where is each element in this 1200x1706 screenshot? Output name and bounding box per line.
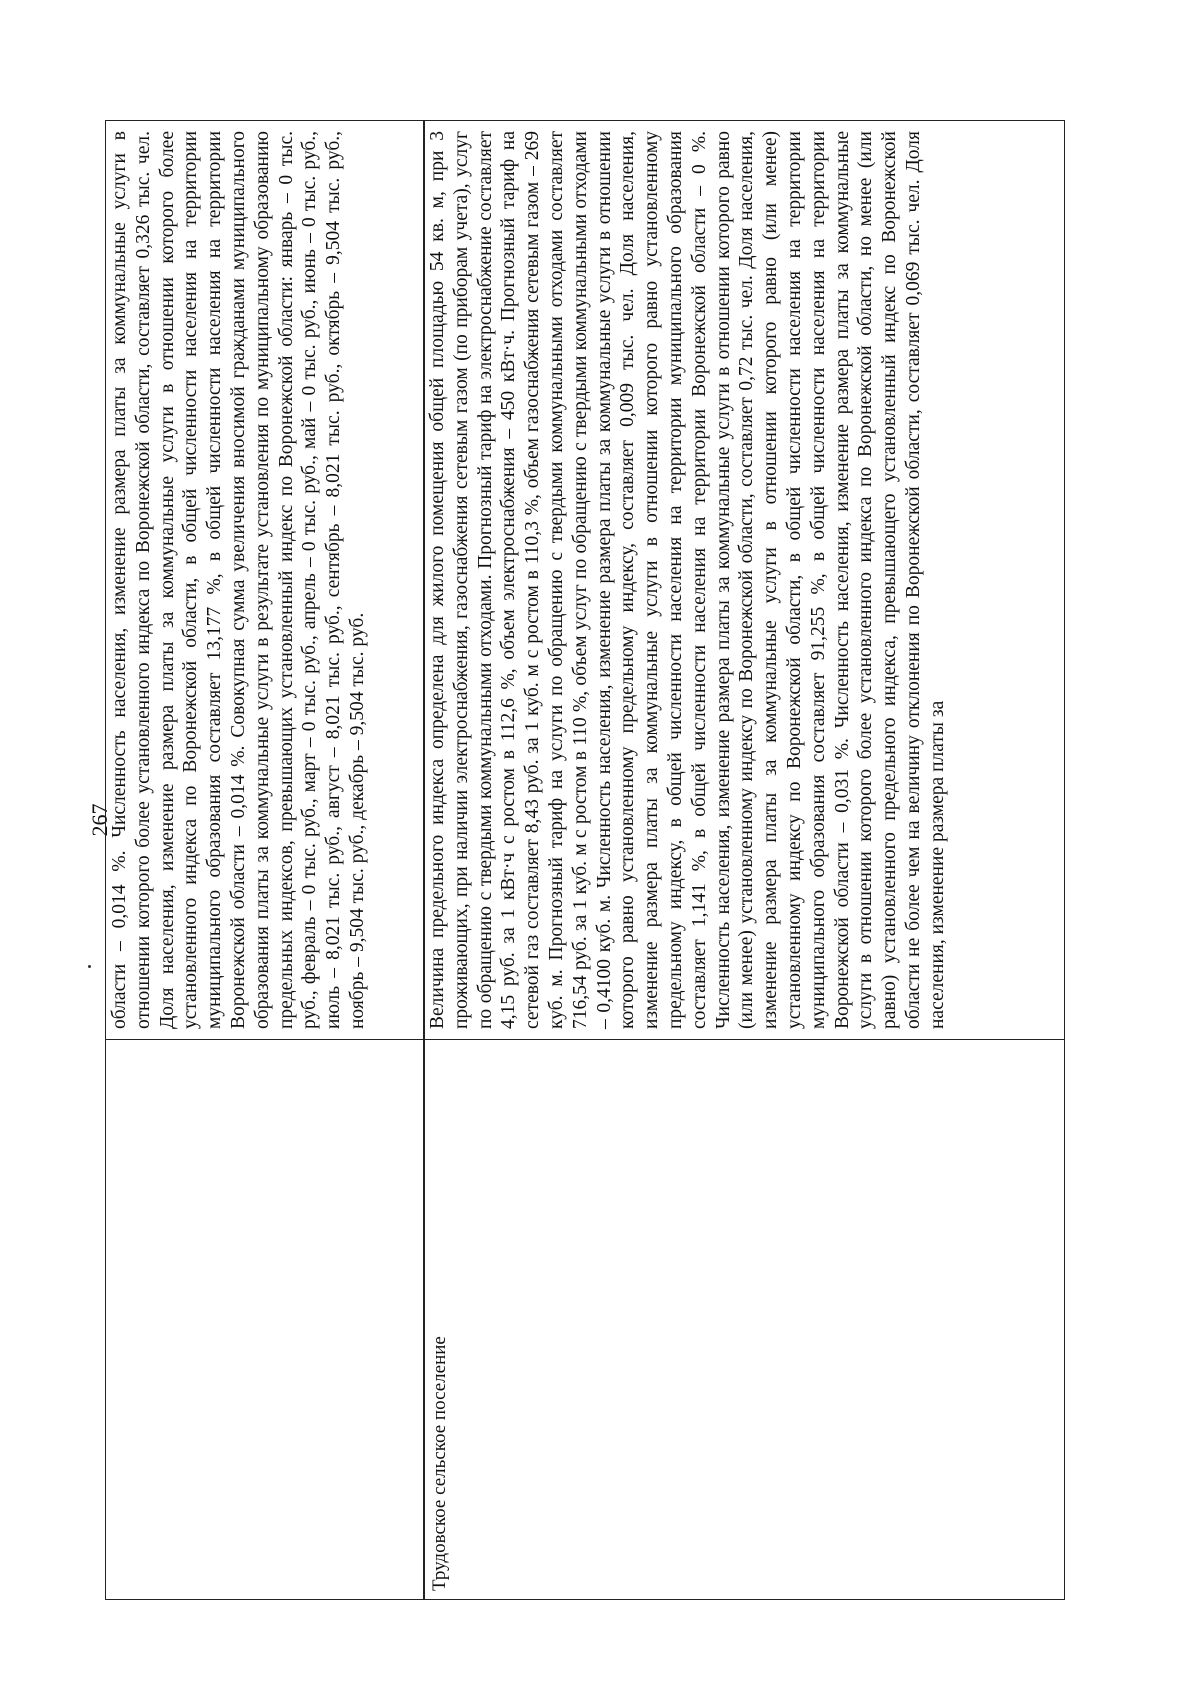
data-table <box>105 120 1065 1600</box>
table-row <box>423 120 1065 1600</box>
municipality-name-cell <box>106 1039 424 1599</box>
description-cell: Величина предельного индекса определена для жилого помещения общей площадью 54 кв. м, при 3 проживающих, при наличии электроснабжения, газоснабжения сетевым газом (по приборам учета), услуг по обращению с твердыми коммунальными отходами. Прогнозный тариф на электроснабжение составляет 4,15 руб. за 1 кВт·ч с ростом в 112,6 %, объем электроснабжения – 450 кВт·ч. Прогнозный тариф на сетевой газ составляет 8,43 руб. за 1 куб. м с ростом в 110,3 %, объем газоснабжения сетевым газом – 269 куб. м. Прогнозный тариф на услуги по обращению с твердыми коммунальными отходами составляет 716,54 руб. за 1 куб. м с ростом в 110 %, объем услуг по обращению с твердыми коммунальными отходами – 0,4100 куб. м. Численность населения, изменение размера платы за коммунальные услуги в отношении которого равно установленному предельному индексу, составляет 0,009 тыс. чел. Доля населения, изменение размера платы за коммунальные услуги в отношении которого равно установленному предельному индексу, в общей численности населения на территории муниципального образования составляет 1,141 %, в общей численности населения на территории Воронежской области – 0 %. Численность населения, изменение размера платы за коммунальные услуги в отношении которого равно (или менее) установленному индексу по Воронежской области, составляет 0,72 тыс. чел. Доля населения, изменение размера платы за коммунальные услуги в отношении которого равно (или менее) установленному индексу по Воронежской области, в общей численности населения на территории муниципального образования составляет 91,255 %, в общей численности населения на территории Воронежской области – 0,031 %. Численность населения, изменение размера платы за коммунальные услуги в отношении которого более установленного индекса по Воронежской области, но менее (или равно) установленного предельного индекса, превышающего установленный индекс по Воронежской области не более чем на величину отклонения по Воронежской области, составляет 0,069 тыс. чел. Доля населения, изменение размера платы за <box>427 131 948 1029</box>
page-number: 267 <box>87 803 112 837</box>
description-cell: области – 0,014 %. Численность населения, изменение размера платы за коммунальные услуги в отношении которого более установленного индекса по Воронежской области, составляет 0,326 тыс. чел. Доля населения, изменение размера платы за коммунальные услуги в отношении которого более установленного индекса по Воронежской области, в общей численности населения на территории муниципального образования составляет 13,177 %, в общей численности населения на территории Воронежской области – 0,014 %. Совокупная сумма увеличения вносимой гражданами муниципального образования платы за коммунальные услуги в результате установления по муниципальному образованию предельных индексов, превышающих установленный индекс по Воронежской области: январь – 0 тыс. руб., февраль – 0 тыс. руб., март – 0 тыс. руб., апрель – 0 тыс. руб., май – 0 тыс. руб., июнь – 0 тыс. руб., июль – 8,021 тыс. руб., август – 8,021 тыс. руб., сентябрь – 8,021 тыс. руб., октябрь – 9,504 тыс. руб., ноябрь – 9,504 тыс. руб., декабрь – 9,504 тыс. руб. <box>109 131 368 1029</box>
table-row <box>105 120 425 1600</box>
scan-speck <box>88 965 91 968</box>
municipality-name-cell: Трудовское сельское поселение <box>424 1039 1064 1599</box>
